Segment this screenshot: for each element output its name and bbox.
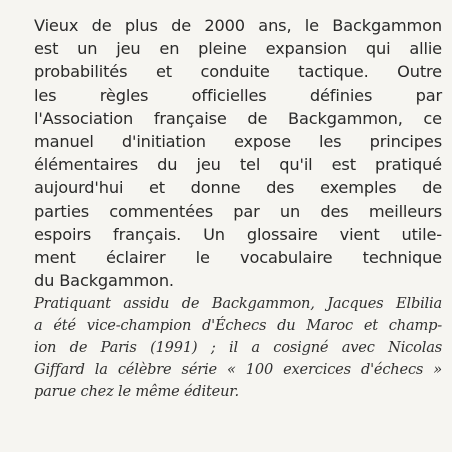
description-line: Vieux de plus de 2000 ans, le Backgammon [34,16,442,35]
author-bio-line: Giffard la célèbre série « 100 exercices d'échecs » [34,361,442,379]
author-bio-line: Pratiquant assidu de Backgammon, Jacques Elbilia [34,295,442,313]
description-line: l'Association française de Backgammon, ce [34,108,442,128]
description-line: les règles officielles définies par [34,85,442,105]
description-line: est un jeu en pleine expansion qui allie [34,39,442,59]
description-line: espoirs français. Un glossaire vient utile- [34,224,442,244]
description-line: élémentaires du jeu tel qu'il est pratiqué [34,155,442,175]
description-line: ment éclairer le vocabulaire technique [34,247,442,267]
description-line: parties commentées par un des meilleurs [34,201,442,221]
author-bio-line: a été vice-champion d'Échecs du Maroc et champ- [34,317,442,335]
author-bio [34,293,442,403]
author-bio-line: parue chez le même éditeur. [34,383,239,401]
description-line: manuel d'initiation expose les principes [34,131,442,151]
text-block [34,14,442,403]
description-line: du Backgammon. [34,271,174,291]
description-line: aujourd'hui et donne des exemples de [34,178,442,198]
description-line: probabilités et conduite tactique. Outre [34,62,442,82]
author-bio-line: ion de Paris (1991) ; il a cosigné avec Nicolas [34,339,442,357]
book-description [34,14,442,292]
